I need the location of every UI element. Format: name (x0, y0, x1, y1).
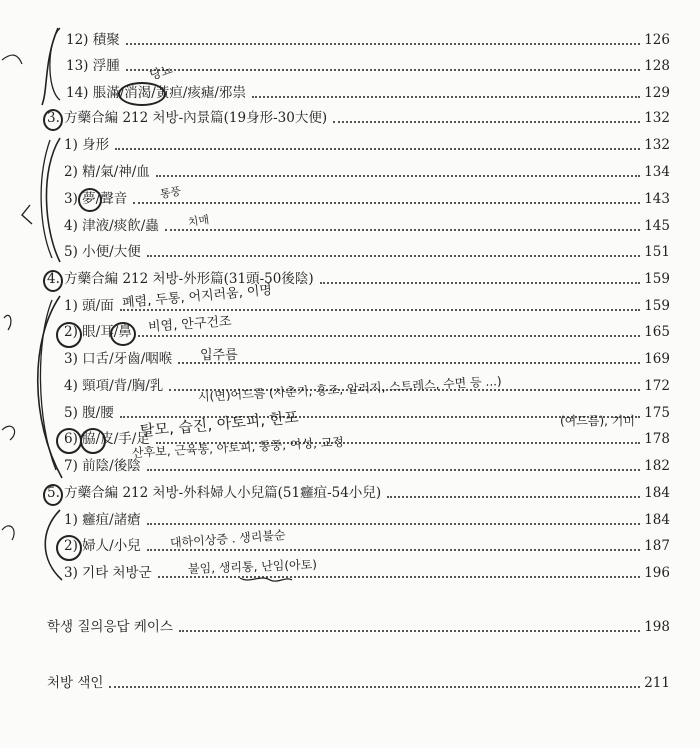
toc-page-number: 165 (644, 324, 670, 340)
toc-entry-label: 5) 腹/腰 (64, 405, 114, 421)
toc-page-number: 198 (644, 619, 670, 635)
toc-page-number: 129 (644, 85, 670, 101)
handwritten-note: 비염, 안구건조 (147, 314, 233, 335)
toc-entry-label: 3) 기타 처방군 (64, 565, 152, 581)
toc-page-number: 196 (644, 565, 670, 581)
toc-page-number: 145 (644, 218, 670, 234)
toc-entry-label: 5) 小便/大便 (64, 244, 141, 260)
handwritten-note: 입주름 (200, 348, 238, 363)
toc-entry-label: 14) 脹滿/消渴/黃疸/痎瘧/邪祟 (66, 85, 246, 101)
toc-page-number: 159 (644, 298, 670, 314)
toc-page-number: 143 (644, 191, 670, 207)
toc-page-number: 169 (644, 351, 670, 367)
toc-page-number: 132 (644, 137, 670, 153)
handwritten-note: 산후보, 근육통, 아토피, 통풍, 여성, 교정 (131, 434, 345, 460)
toc-entry-label: 13) 浮腫 (66, 58, 120, 74)
toc-entry-label: 6) 脇/皮/手/足 (64, 431, 150, 447)
handwritten-note: 통풍 (158, 184, 183, 201)
toc-entry-label: 1) 身形 (64, 137, 110, 153)
toc-entry-label: 3) 口舌/牙齒/咽喉 (64, 351, 173, 367)
toc-entry-label: 5. 方藥合編 212 처방-外科婦人小兒篇(51癰疽-54小兒) (47, 485, 382, 501)
toc-page-number: 211 (644, 675, 670, 691)
toc-entry-label: 4) 頸項/背/胸/乳 (64, 378, 164, 394)
toc-entry-label: 처방 색인 (47, 675, 104, 691)
toc-page-number: 126 (644, 32, 670, 48)
toc-page-number: 182 (644, 458, 670, 474)
toc-entry-label: 3) 夢/聲音 (64, 191, 128, 207)
toc-entry-label: 7) 前陰/後陰 (64, 458, 141, 474)
toc-page-number: 175 (644, 405, 670, 421)
toc-entry-label: 3. 方藥合編 212 처방-內景篇(19身形-30大便) (47, 110, 328, 126)
handwritten-note: 폐렴, 두통, 어지러움, 이명 (121, 282, 273, 311)
toc-page-number: 132 (644, 110, 670, 126)
handwritten-note: 대하이상증 . 생리불순 (169, 527, 287, 550)
handwritten-note: 당뇨 (147, 62, 175, 83)
handwritten-note: 치매 (187, 213, 211, 229)
toc-entry-label: 12) 積聚 (66, 32, 120, 48)
toc-page-number: 172 (644, 378, 670, 394)
handwritten-note: (여드름), 기미 (560, 414, 635, 428)
toc-entry-label: 4) 津液/痰飮/蟲 (64, 218, 159, 234)
toc-page-number: 159 (644, 271, 670, 287)
handwritten-note: 시(면)어드름 (사춘기, 홍조, 알러지, 스트레스, 수면 등 ...) (197, 374, 502, 404)
toc-page-number: 178 (644, 431, 670, 447)
toc-entry-label: 1) 癰疽/諸瘡 (64, 512, 141, 528)
handwritten-note: 불임, 생리통, 난임(아토) (187, 557, 318, 576)
handwritten-note: 탈모, 습진, 아토피, 한포 (139, 408, 300, 440)
toc-page-number: 184 (644, 512, 670, 528)
toc-entry-label: 4. 方藥合編 212 처방-外形篇(31頭-50後陰) (47, 271, 314, 287)
toc-entry-label: 2) 眼/耳/鼻 (64, 324, 132, 340)
toc-page-number: 187 (644, 538, 670, 554)
toc-page-number: 184 (644, 485, 670, 501)
toc-entry-label: 2) 婦人/小兒 (64, 538, 141, 554)
toc-entry-label: 1) 頭/面 (64, 298, 114, 314)
toc-page-number: 128 (644, 58, 670, 74)
toc-page-number: 134 (644, 164, 670, 180)
toc-entry-label: 2) 精/氣/神/血 (64, 164, 150, 180)
toc-entry-label: 학생 질의응답 케이스 (47, 619, 173, 635)
toc-page-number: 151 (644, 244, 670, 260)
